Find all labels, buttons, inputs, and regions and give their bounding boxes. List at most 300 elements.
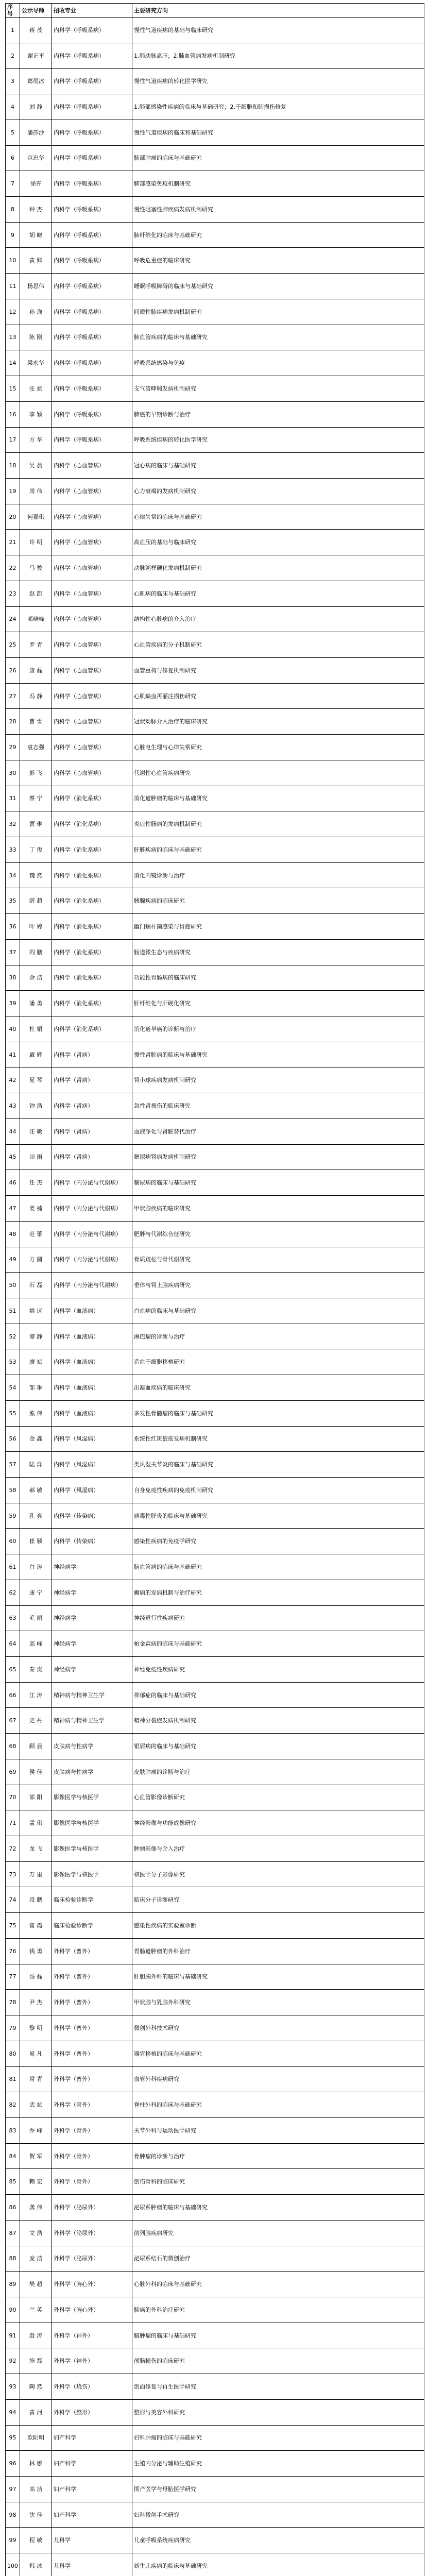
cell-no: 68 (6, 1734, 20, 1759)
cell-name: 姚 远 (20, 1298, 52, 1324)
cell-dir: 慢性气道疾病的转化医学研究 (132, 69, 424, 94)
cell-no: 92 (6, 2348, 20, 2374)
table-row (6, 1093, 424, 1119)
cell-spec: 内科学（呼吸系病） (52, 222, 132, 248)
table-row (6, 2220, 424, 2246)
header-cell-name: 公示导师 (20, 4, 52, 18)
cell-name: 史 丹 (20, 1708, 52, 1734)
cell-no: 27 (6, 683, 20, 709)
table-row (6, 991, 424, 1016)
cell-dir: 心肌缺血再灌注损伤研究 (132, 683, 424, 709)
cell-name: 蒋 茂 (20, 18, 52, 43)
cell-spec: 内科学（血液病） (52, 1400, 132, 1426)
cell-no: 49 (6, 1247, 20, 1273)
cell-dir: 肺部感染免疫机制研究 (132, 171, 424, 197)
cell-no: 2 (6, 43, 20, 69)
cell-dir: 冠状动脉介入治疗的临床研究 (132, 709, 424, 735)
cell-name: 郝 敏 (20, 1477, 52, 1503)
cell-dir: 肺癌的早期诊断与治疗 (132, 401, 424, 427)
cell-spec: 内科学（心血管病） (52, 657, 132, 683)
cell-name: 魏 然 (20, 862, 52, 888)
cell-spec: 内科学（呼吸系病） (52, 248, 132, 274)
cell-no: 96 (6, 2451, 20, 2477)
cell-spec: 影像医学与核医学 (52, 1836, 132, 1862)
cell-no: 30 (6, 760, 20, 786)
cell-dir: 呼吸系统感染与免疫 (132, 350, 424, 376)
cell-spec: 内科学（消化系病） (52, 837, 132, 863)
cell-dir: 甲状腺与乳腺外科研究 (132, 1990, 424, 2015)
cell-dir: 感染性疾病的实验室诊断 (132, 1913, 424, 1939)
cell-spec: 皮肤病与性病学 (52, 1734, 132, 1759)
table-row (6, 581, 424, 606)
cell-spec: 内科学（消化系病） (52, 786, 132, 811)
table-row (6, 1759, 424, 1785)
cell-no: 24 (6, 606, 20, 632)
table-row (6, 2272, 424, 2297)
cell-spec: 内科学（心血管病） (52, 478, 132, 504)
cell-no: 15 (6, 376, 20, 402)
cell-name: 马 骏 (20, 555, 52, 581)
cell-dir: 生殖内分泌与辅助生殖研究 (132, 2451, 424, 2477)
cell-spec: 内科学（传染病） (52, 1529, 132, 1554)
table-row (6, 1170, 424, 1196)
cell-spec: 内科学（内分泌与代谢病） (52, 1273, 132, 1298)
table-row (6, 427, 424, 453)
cell-dir: 神经影像与功能成像研究 (132, 1810, 424, 1836)
cell-name: 谭 静 (20, 1324, 52, 1349)
cell-dir: 造血干细胞移植研究 (132, 1349, 424, 1375)
table-row (6, 1324, 424, 1349)
cell-no: 23 (6, 581, 20, 606)
cell-name: 文 浩 (20, 2220, 52, 2246)
table-row (6, 1196, 424, 1222)
cell-name: 欧阳明 (20, 2425, 52, 2451)
cell-dir: 儿童呼吸系统疾病研究 (132, 2528, 424, 2553)
table-row (6, 1580, 424, 1605)
cell-name: 赖 宏 (20, 2169, 52, 2195)
cell-name: 段 鹏 (20, 1887, 52, 1913)
table-row (6, 274, 424, 299)
cell-dir: 血液净化与肾脏替代治疗 (132, 1118, 424, 1144)
cell-spec: 内科学（心血管病） (52, 632, 132, 658)
cell-dir: 血管重构与修复机制研究 (132, 657, 424, 683)
cell-name: 贾 琳 (20, 811, 52, 837)
cell-no: 93 (6, 2374, 20, 2400)
cell-dir: 前列腺疾病研究 (132, 2220, 424, 2246)
cell-dir: 慢性肾脏病的临床与基础研究 (132, 1042, 424, 1067)
cell-spec: 神经病学 (52, 1657, 132, 1683)
cell-spec: 影像医学与核医学 (52, 1810, 132, 1836)
cell-no: 39 (6, 991, 20, 1016)
cell-dir: 妇科肿瘤的临床与基础研究 (132, 2425, 424, 2451)
cell-name: 侯 佳 (20, 1759, 52, 1785)
cell-name: 龚 伟 (20, 2195, 52, 2221)
cell-spec: 外科学（普外） (52, 2015, 132, 2041)
cell-dir: 心力衰竭的发病机制研究 (132, 478, 424, 504)
cell-dir: 围产医学与母胎医学研究 (132, 2477, 424, 2502)
table-row (6, 1400, 424, 1426)
cell-spec: 内科学（肾病） (52, 1067, 132, 1093)
cell-name: 贺 军 (20, 2143, 52, 2169)
cell-dir: 垂体与肾上腺疾病研究 (132, 1273, 424, 1298)
cell-name: 黄 卿 (20, 248, 52, 274)
cell-spec: 内科学（呼吸系病） (52, 69, 132, 94)
cell-name: 陆 洋 (20, 1452, 52, 1478)
table-row (6, 2348, 424, 2374)
cell-dir: 慢性气道疾病的临床和基础研究 (132, 120, 424, 145)
table-row (6, 453, 424, 479)
cell-spec: 内科学（心血管病） (52, 453, 132, 479)
cell-no: 63 (6, 1605, 20, 1631)
table-row (6, 2143, 424, 2169)
cell-dir: 支气管哮喘发病机制研究 (132, 376, 424, 402)
table-row (6, 401, 424, 427)
cell-no: 78 (6, 1990, 20, 2015)
cell-name: 阎 鹏 (20, 939, 52, 965)
cell-dir: 肠道微生态与疾病研究 (132, 939, 424, 965)
table-row (6, 2323, 424, 2348)
cell-dir: 微创外科技术研究 (132, 2015, 424, 2041)
cell-no: 18 (6, 453, 20, 479)
cell-name: 孙 逸 (20, 299, 52, 325)
cell-no: 42 (6, 1067, 20, 1093)
cell-spec: 内科学（内分泌与代谢病） (52, 1196, 132, 1222)
table-row (6, 683, 424, 709)
table-row (6, 350, 424, 376)
table-row (6, 2399, 424, 2425)
cell-name: 方 圆 (20, 1247, 52, 1273)
cell-name: 程 敏 (20, 2528, 52, 2553)
cell-no: 65 (6, 1657, 20, 1683)
header-cell-no: 序号 (6, 4, 20, 18)
cell-name: 黎 明 (20, 2015, 52, 2041)
cell-spec: 儿科学 (52, 2528, 132, 2553)
cell-dir: 肺癌的外科治疗研究 (132, 2297, 424, 2323)
cell-name: 常 青 (20, 2066, 52, 2092)
table-row (6, 786, 424, 811)
cell-spec: 内科学（心血管病） (52, 683, 132, 709)
cell-no: 3 (6, 69, 20, 94)
cell-name: 钱 勇 (20, 1938, 52, 1964)
cell-spec: 内科学（心血管病） (52, 530, 132, 555)
cell-no: 79 (6, 2015, 20, 2041)
cell-spec: 内科学（内分泌与代谢病） (52, 1221, 132, 1247)
cell-spec: 内科学（心血管病） (52, 709, 132, 735)
cell-no: 16 (6, 401, 20, 427)
cell-no: 26 (6, 657, 20, 683)
cell-dir: 冠心病的临床与基础研究 (132, 453, 424, 479)
cell-dir: 心律失常的临床与基础研究 (132, 504, 424, 530)
cell-no: 20 (6, 504, 20, 530)
table-row (6, 965, 424, 991)
cell-spec: 神经病学 (52, 1631, 132, 1657)
cell-no: 37 (6, 939, 20, 965)
cell-dir: 多发性骨髓瘤的临床与基础研究 (132, 1400, 424, 1426)
cell-spec: 外科学（神外） (52, 2323, 132, 2348)
cell-no: 76 (6, 1938, 20, 1964)
cell-dir: 睡眠呼吸障碍的临床与基础研究 (132, 274, 424, 299)
cell-spec: 外科学（普外） (52, 1964, 132, 1990)
cell-no: 41 (6, 1042, 20, 1067)
cell-name: 薛 超 (20, 888, 52, 914)
cell-no: 22 (6, 555, 20, 581)
cell-name: 兰 英 (20, 2297, 52, 2323)
cell-dir: 消化内镜诊断与治疗 (132, 862, 424, 888)
cell-spec: 外科学（普外） (52, 1938, 132, 1964)
cell-spec: 内科学（呼吸系病） (52, 145, 132, 171)
cell-name: 周 伟 (20, 478, 52, 504)
cell-spec: 外科学（普外） (52, 2041, 132, 2066)
cell-name: 赵 凯 (20, 581, 52, 606)
cell-dir: 临床分子诊断研究 (132, 1887, 424, 1913)
table-row (6, 1042, 424, 1067)
cell-no: 60 (6, 1529, 20, 1554)
cell-no: 87 (6, 2220, 20, 2246)
cell-dir: 银屑病的临床与基础研究 (132, 1734, 424, 1759)
cell-no: 38 (6, 965, 20, 991)
cell-no: 6 (6, 145, 20, 171)
cell-dir: 肥胖与代谢综合征研究 (132, 1221, 424, 1247)
cell-spec: 内科学（呼吸系病） (52, 376, 132, 402)
table-row (6, 2066, 424, 2092)
cell-no: 51 (6, 1298, 20, 1324)
cell-dir: 皮肤肿瘤的诊断与治疗 (132, 1759, 424, 1785)
cell-dir: 骨肿瘤的诊断与治疗 (132, 2143, 424, 2169)
supervisor-table (5, 3, 424, 2576)
table-row (6, 555, 424, 581)
cell-no: 95 (6, 2425, 20, 2451)
cell-dir: 肺血管疾病的临床与基础研究 (132, 325, 424, 350)
cell-dir: 心脏电生理与心律失常研究 (132, 735, 424, 760)
cell-name: 范 蕾 (20, 1221, 52, 1247)
cell-spec: 内科学（呼吸系病） (52, 43, 132, 69)
cell-no: 73 (6, 1861, 20, 1887)
cell-spec: 外科学（泌尿外） (52, 2246, 132, 2272)
table-row (6, 1554, 424, 1580)
cell-spec: 内科学（风湿病） (52, 1426, 132, 1452)
cell-no: 100 (6, 2553, 20, 2576)
cell-no: 28 (6, 709, 20, 735)
cell-name: 杨思伟 (20, 274, 52, 299)
table-row (6, 43, 424, 69)
table-row (6, 914, 424, 940)
cell-dir: 肺纤维化的临床与基础研究 (132, 222, 424, 248)
cell-name: 叶 婷 (20, 914, 52, 940)
cell-spec: 内科学（心血管病） (52, 581, 132, 606)
cell-no: 80 (6, 2041, 20, 2066)
cell-name: 崔 颖 (20, 1529, 52, 1554)
cell-name: 蔡 宁 (20, 786, 52, 811)
table-row (6, 606, 424, 632)
cell-no: 74 (6, 1887, 20, 1913)
table-row (6, 939, 424, 965)
cell-spec: 内科学（心血管病） (52, 760, 132, 786)
cell-name: 林 娜 (20, 2451, 52, 2477)
cell-name: 毛 丽 (20, 1605, 52, 1631)
table-row (6, 2297, 424, 2323)
cell-spec: 精神病与精神卫生学 (52, 1708, 132, 1734)
cell-dir: 泌尿系结石的微创治疗 (132, 2246, 424, 2272)
cell-no: 99 (6, 2528, 20, 2553)
cell-dir: 感染性疾病的免疫学研究 (132, 1529, 424, 1554)
cell-name: 石 磊 (20, 1273, 52, 1298)
cell-spec: 内科学（呼吸系病） (52, 197, 132, 223)
cell-name: 任 杰 (20, 1170, 52, 1196)
table-row (6, 2374, 424, 2400)
table-header-row (6, 4, 424, 18)
cell-spec: 内科学（呼吸系病） (52, 427, 132, 453)
table-row (6, 657, 424, 683)
cell-no: 89 (6, 2272, 20, 2297)
cell-spec: 外科学（泌尿外） (52, 2195, 132, 2221)
cell-spec: 影像医学与核医学 (52, 1785, 132, 1810)
cell-dir: 甲状腺疾病的临床研究 (132, 1196, 424, 1222)
cell-no: 29 (6, 735, 20, 760)
cell-no: 88 (6, 2246, 20, 2272)
cell-no: 44 (6, 1118, 20, 1144)
cell-dir: 炎症性肠病的发病机制研究 (132, 811, 424, 837)
cell-dir: 心血管疾病的分子机制研究 (132, 632, 424, 658)
cell-dir: 慢性气道疾病的基础与临床研究 (132, 18, 424, 43)
cell-dir: 1.肺动脉高压；2.肺血管病发病机制研究 (132, 43, 424, 69)
cell-spec: 外科学（普外） (52, 1990, 132, 2015)
cell-dir: 幽门螺杆菌感染与胃癌研究 (132, 914, 424, 940)
cell-dir: 代谢性心血管疾病研究 (132, 760, 424, 786)
cell-spec: 妇产科学 (52, 2477, 132, 2502)
cell-spec: 内科学（呼吸系病） (52, 274, 132, 299)
cell-dir: 肿瘤影像与介入治疗 (132, 1836, 424, 1862)
cell-name: 万 里 (20, 1861, 52, 1887)
cell-spec: 内科学（呼吸系病） (52, 18, 132, 43)
cell-name: 梁永华 (20, 350, 52, 376)
table-row (6, 1682, 424, 1708)
cell-name: 彭 飞 (20, 760, 52, 786)
cell-no: 85 (6, 2169, 20, 2195)
table-row (6, 1349, 424, 1375)
cell-dir: 胰腺疾病的临床研究 (132, 888, 424, 914)
cell-name: 江 涛 (20, 1682, 52, 1708)
cell-no: 58 (6, 1477, 20, 1503)
table-row (6, 1938, 424, 1964)
cell-spec: 外科学（烧伤） (52, 2374, 132, 2400)
table-row (6, 145, 424, 171)
cell-no: 52 (6, 1324, 20, 1349)
cell-spec: 外科学（胸心外） (52, 2272, 132, 2297)
table-row (6, 94, 424, 120)
cell-no: 61 (6, 1554, 20, 1580)
cell-no: 5 (6, 120, 20, 145)
cell-spec: 内科学（呼吸系病） (52, 94, 132, 120)
cell-spec: 内科学（内分泌与代谢病） (52, 1247, 132, 1273)
cell-spec: 内科学（心血管病） (52, 606, 132, 632)
cell-dir: 白血病的临床与基础研究 (132, 1298, 424, 1324)
cell-dir: 肝脏疾病的临床与基础研究 (132, 837, 424, 863)
cell-name: 范忠华 (20, 145, 52, 171)
table-row (6, 632, 424, 658)
cell-spec: 外科学（神外） (52, 2348, 132, 2374)
table-row (6, 837, 424, 863)
cell-name: 汪 敏 (20, 1118, 52, 1144)
table-row (6, 1247, 424, 1273)
cell-dir: 病毒性肝炎的临床与基础研究 (132, 1503, 424, 1529)
cell-dir: 急性肾损伤的临床研究 (132, 1093, 424, 1119)
table-row (6, 120, 424, 145)
cell-dir: 高血压的基础与临床研究 (132, 530, 424, 555)
cell-dir: 妇科微创手术研究 (132, 2502, 424, 2528)
cell-dir: 消化道早癌的诊断与治疗 (132, 1016, 424, 1042)
cell-spec: 内科学（肾病） (52, 1144, 132, 1170)
cell-spec: 内科学（内分泌与代谢病） (52, 1170, 132, 1196)
table-row (6, 1426, 424, 1452)
cell-name: 钟 浩 (20, 1093, 52, 1119)
cell-no: 1 (6, 18, 20, 43)
cell-dir: 脊柱外科的临床与基础研究 (132, 2092, 424, 2118)
cell-dir: 肺部肿瘤的临床与基础研究 (132, 145, 424, 171)
cell-no: 94 (6, 2399, 20, 2425)
cell-no: 98 (6, 2502, 20, 2528)
cell-name: 方 华 (20, 427, 52, 453)
cell-name: 吴 晨 (20, 453, 52, 479)
cell-no: 21 (6, 530, 20, 555)
cell-name: 汤 磊 (20, 1964, 52, 1990)
cell-name: 康 宁 (20, 1580, 52, 1605)
table-row (6, 1016, 424, 1042)
cell-spec: 神经病学 (52, 1554, 132, 1580)
cell-spec: 内科学（呼吸系病） (52, 350, 132, 376)
cell-name: 陶 然 (20, 2374, 52, 2400)
cell-dir: 神经免疫性疾病研究 (132, 1657, 424, 1683)
cell-spec: 内科学（血液病） (52, 1349, 132, 1375)
table-row (6, 299, 424, 325)
table-row (6, 1375, 424, 1401)
cell-dir: 慢性阻塞性肺疾病发病机制研究 (132, 197, 424, 223)
table-row (6, 504, 424, 530)
cell-spec: 内科学（传染病） (52, 1503, 132, 1529)
cell-no: 77 (6, 1964, 20, 1990)
cell-no: 45 (6, 1144, 20, 1170)
cell-no: 81 (6, 2066, 20, 2092)
cell-no: 67 (6, 1708, 20, 1734)
table-row (6, 2502, 424, 2528)
header-cell-dir: 主要研究方向 (132, 4, 424, 18)
header-cell-spec: 招收专业 (52, 4, 132, 18)
cell-spec: 外科学（骨外） (52, 2143, 132, 2169)
cell-no: 34 (6, 862, 20, 888)
cell-no: 32 (6, 811, 20, 837)
table-row (6, 1273, 424, 1298)
cell-spec: 内科学（消化系病） (52, 1016, 132, 1042)
cell-dir: 泌尿系肿瘤的临床与基础研究 (132, 2195, 424, 2221)
cell-spec: 外科学（整形） (52, 2399, 132, 2425)
cell-name: 雷 霞 (20, 1913, 52, 1939)
table-row (6, 197, 424, 223)
cell-name: 钟 杰 (20, 197, 52, 223)
cell-no: 7 (6, 171, 20, 197)
table-row (6, 248, 424, 274)
cell-spec: 内科学（消化系病） (52, 811, 132, 837)
cell-name: 曹 雪 (20, 709, 52, 735)
cell-name: 沈 佳 (20, 2502, 52, 2528)
cell-no: 86 (6, 2195, 20, 2221)
cell-no: 11 (6, 274, 20, 299)
table-row (6, 811, 424, 837)
table-row (6, 1144, 424, 1170)
cell-dir: 呼吸危重症的临床研究 (132, 248, 424, 274)
table-row (6, 1657, 424, 1683)
cell-spec: 外科学（普外） (52, 2066, 132, 2092)
cell-dir: 自身免疫性疾病的免疫机制研究 (132, 1477, 424, 1503)
cell-no: 50 (6, 1273, 20, 1298)
